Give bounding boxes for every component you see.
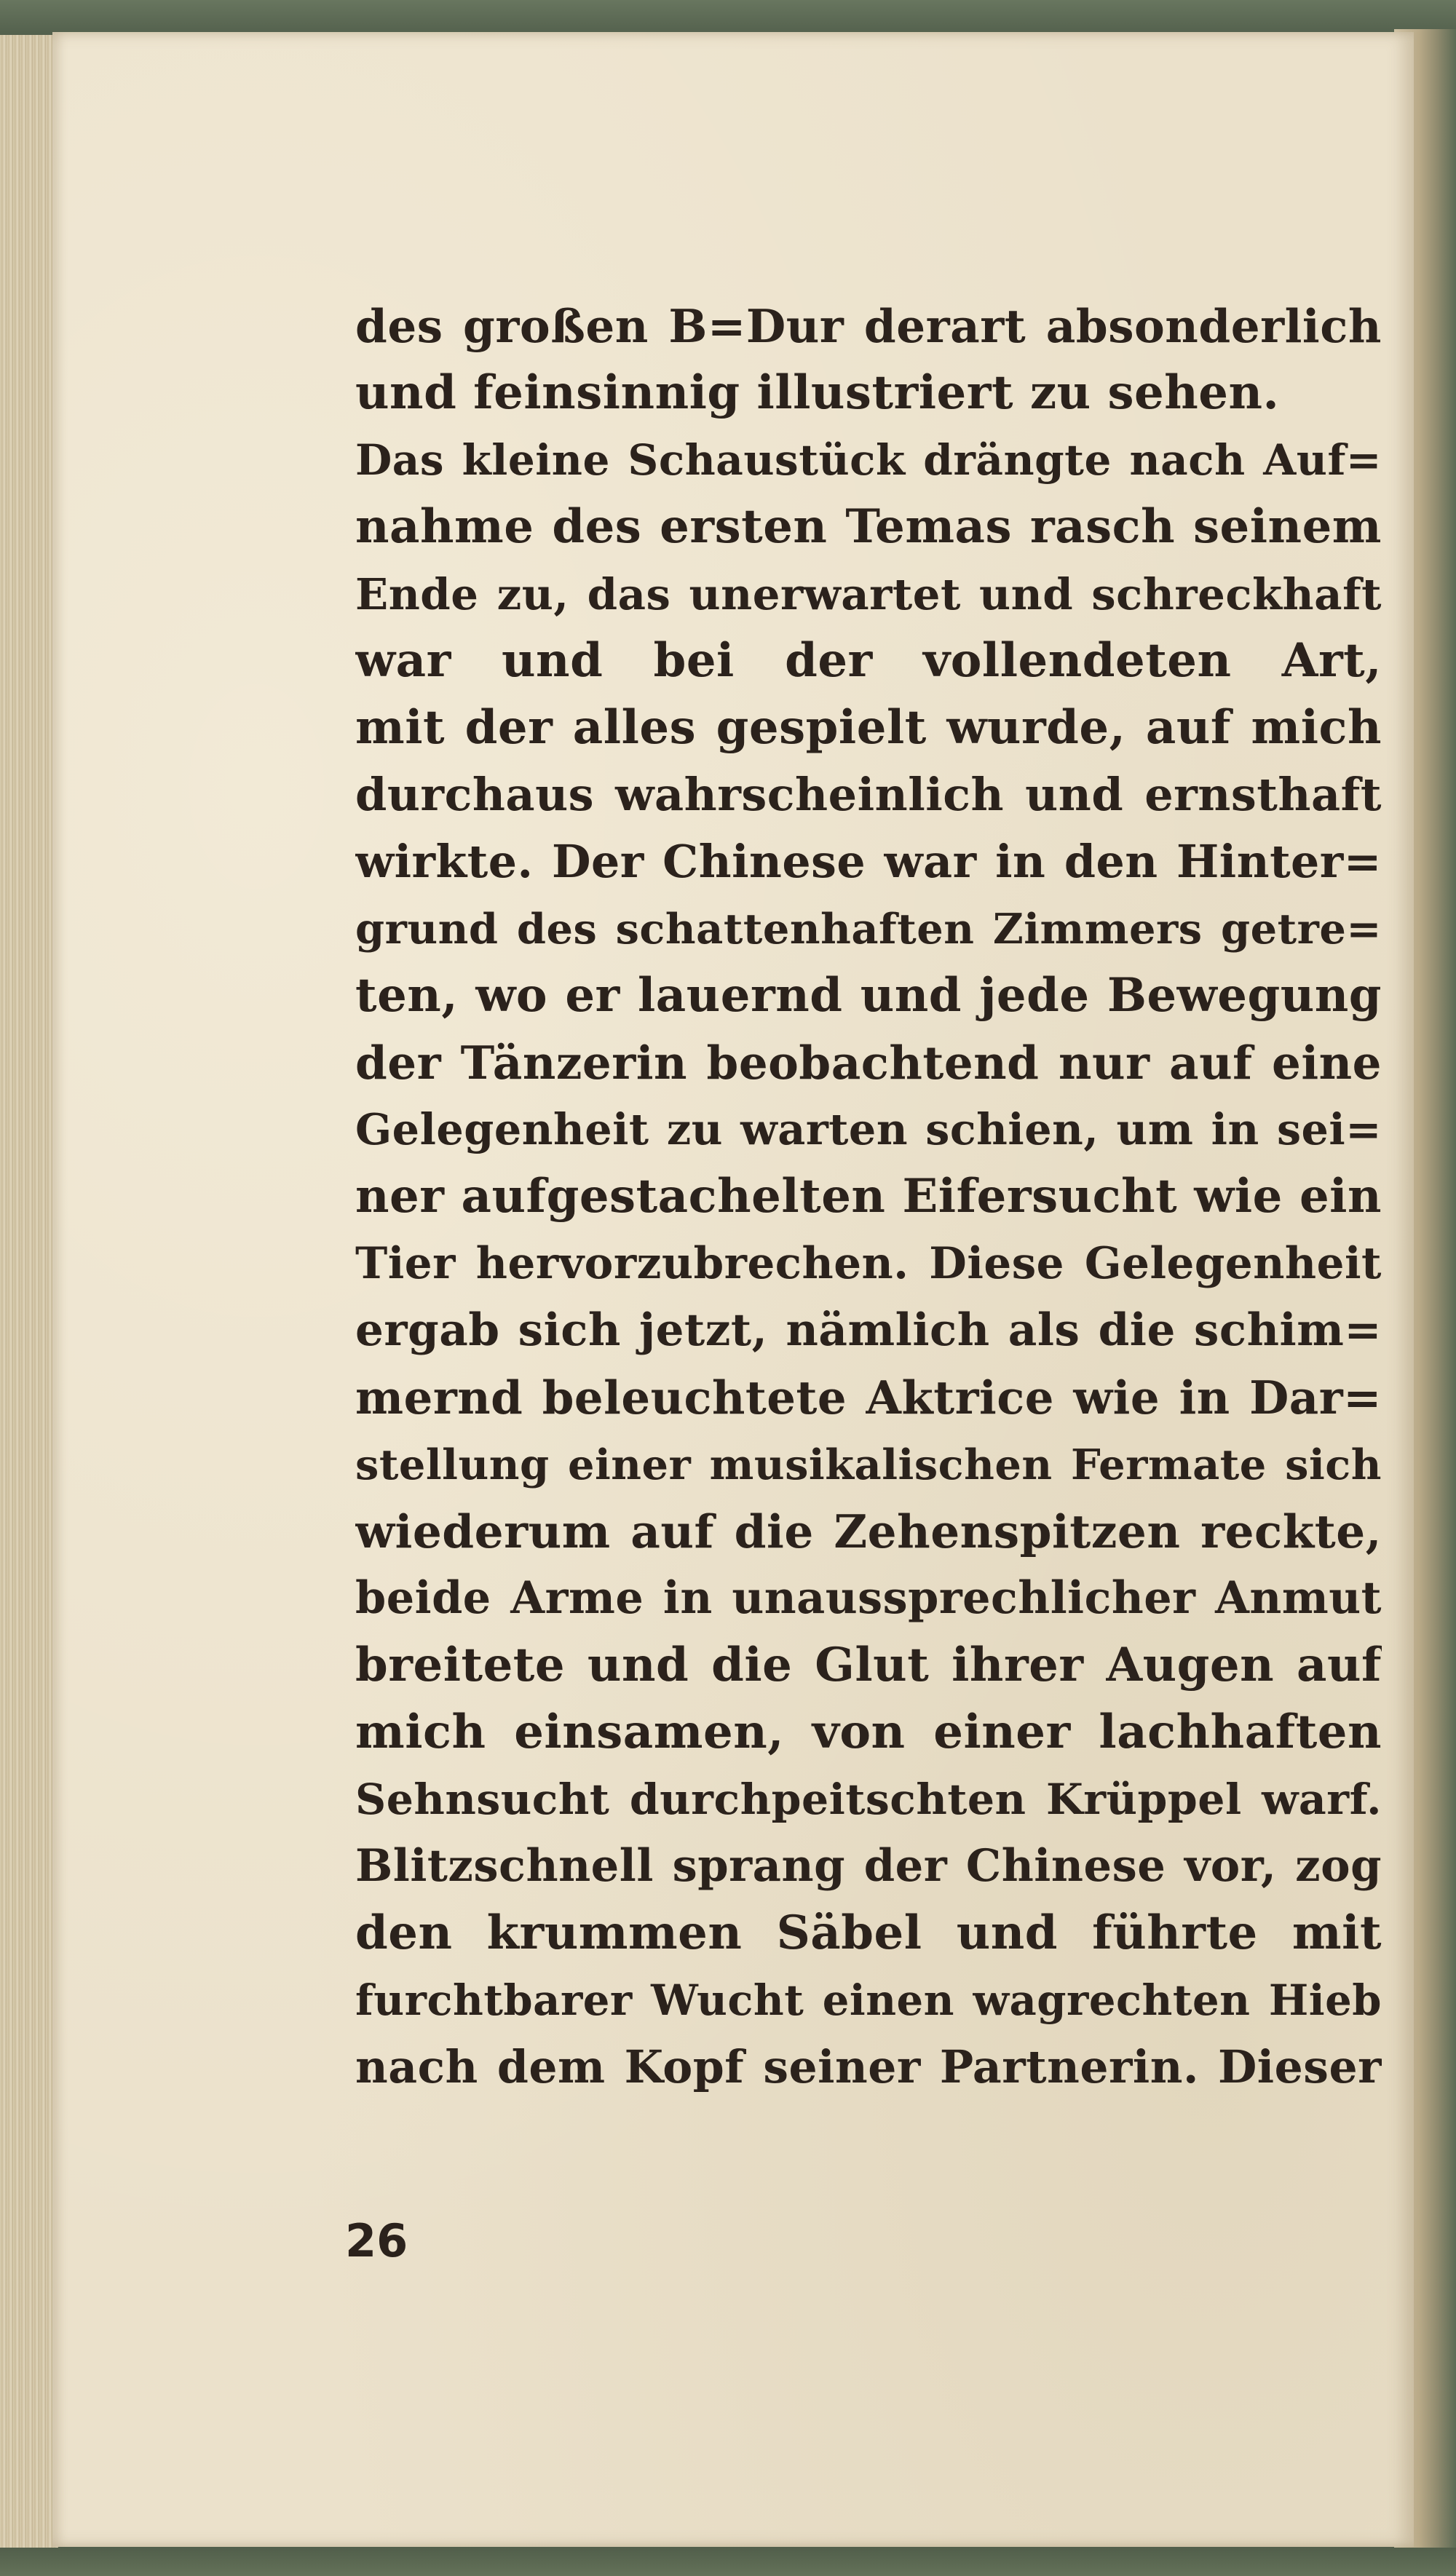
text-line: Blitzschnell sprang der Chinese vor, zog: [355, 1840, 1382, 1892]
text-line: beide Arme in unaussprechlicher Anmut: [355, 1572, 1382, 1624]
text-line: mich einsamen, von einer lachhaften: [355, 1705, 1382, 1759]
text-line: der Tänzerin beobachtend nur auf eine: [355, 1036, 1382, 1090]
text-line: Tier hervorzubrechen. Diese Gelegenheit: [355, 1238, 1382, 1289]
book-binding-bottom: [0, 2544, 1456, 2576]
text-line: ten, wo er lauernd und jede Bewegung: [355, 968, 1382, 1023]
text-line: Ende zu, das unerwartet und schreckhaft: [355, 568, 1382, 619]
text-line: furchtbarer Wucht einen wagrechten Hieb: [355, 1975, 1382, 2025]
text-line: war und bei der vollendeten Art,: [355, 633, 1382, 688]
text-line: nach dem Kopf seiner Partnerin. Dieser: [355, 2040, 1382, 2093]
text-line: breitete und die Glut ihrer Augen auf: [355, 1638, 1382, 1692]
text-line: ergab sich jetzt, nämlich als die schim=: [355, 1304, 1382, 1356]
text-line: stellung einer musikalischen Fermate sich: [355, 1440, 1382, 1489]
text-line: mit der alles gespielt wurde, auf mich: [355, 700, 1382, 755]
text-line: den krummen Säbel und führte mit: [355, 1906, 1382, 1960]
text-line: durchaus wahrscheinlich und ernsthaft: [355, 768, 1382, 821]
text-line: Das kleine Schaustück drängte nach Auf=: [355, 435, 1382, 485]
text-line: und feinsinnig illustriert zu sehen.: [355, 365, 1280, 420]
text-line: Gelegenheit zu warten schien, um in sei=: [355, 1104, 1382, 1154]
text-line: Sehnsucht durchpeitschten Krüppel warf.: [355, 1774, 1382, 1824]
text-line: ner aufgestachelten Eifersucht wie ein: [355, 1169, 1382, 1224]
text-line: mernd beleuchtete Aktrice wie in Dar=: [355, 1371, 1382, 1424]
text-line: wirkte. Der Chinese war in den Hinter=: [355, 835, 1382, 888]
text-line: des großen B=Dur derart absonderlich: [355, 299, 1382, 353]
page-block-edge-left: [0, 35, 58, 2548]
page-number: 26: [345, 2214, 408, 2267]
body-text: [355, 293, 1382, 2101]
text-line: nahme des ersten Temas rasch seinem: [355, 499, 1382, 554]
text-line: wiederum auf die Zehenspitzen reckte,: [355, 1505, 1382, 1558]
text-line: grund des schattenhaften Zimmers getre=: [355, 904, 1382, 954]
